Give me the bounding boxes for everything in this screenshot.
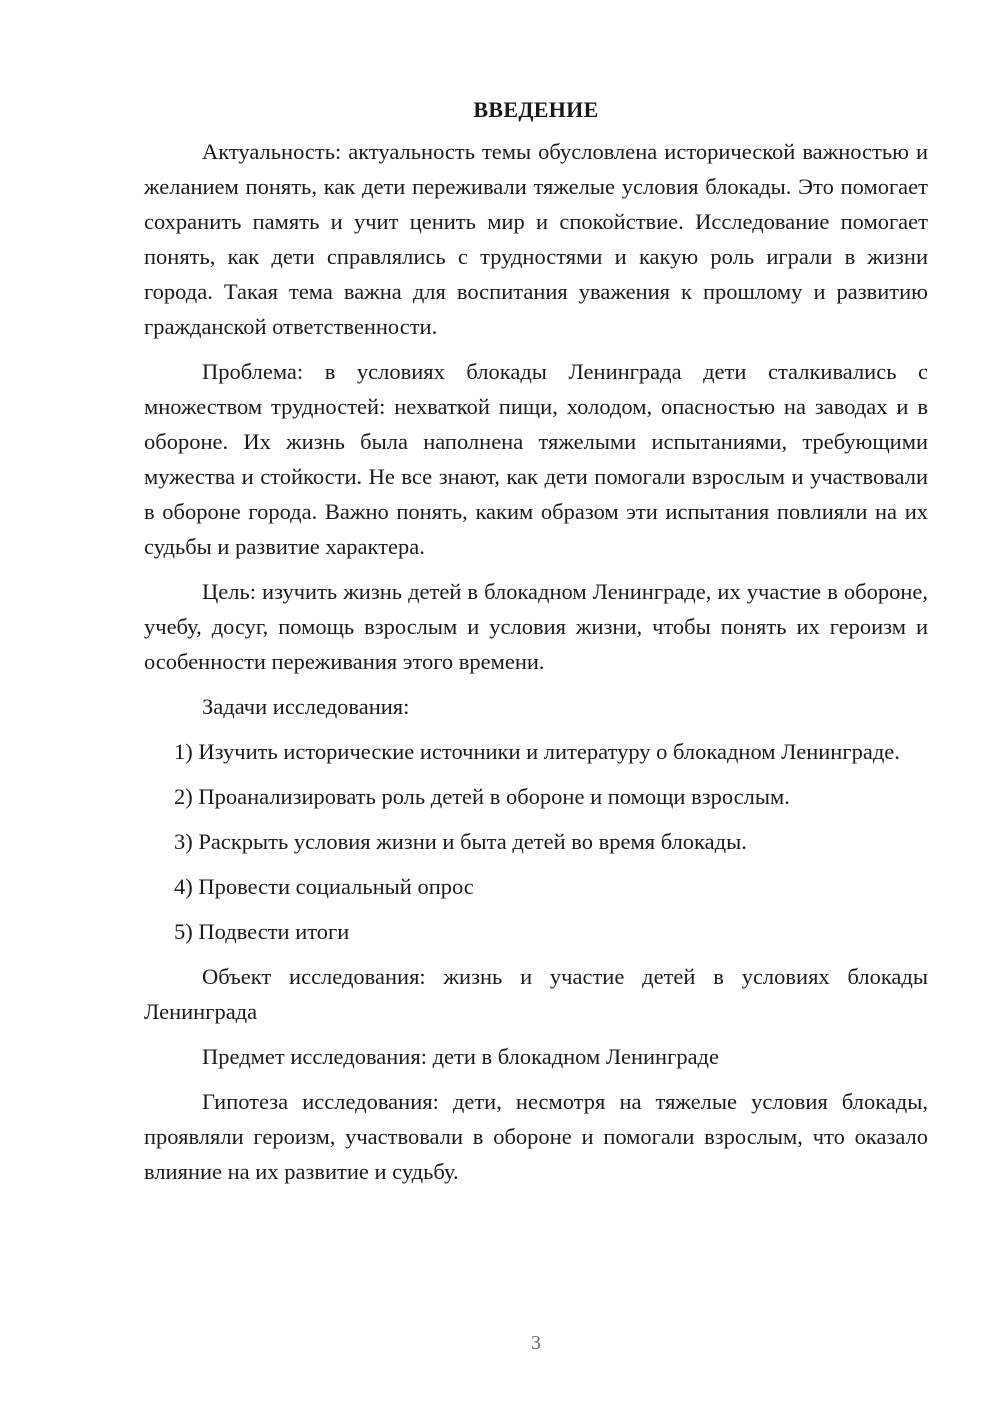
subject-paragraph: Предмет исследования: дети в блокадном Ленинграде bbox=[202, 1044, 719, 1069]
task-item: 1) Изучить исторические источники и литературу о блокадном Ленинграде. bbox=[174, 739, 900, 764]
task-item: 5) Подвести итоги bbox=[174, 919, 350, 944]
page-number: 3 bbox=[531, 1332, 541, 1354]
task-item: 2) Проанализировать роль детей в обороне и помощи взрослым. bbox=[174, 784, 790, 809]
task-item: 4) Провести социальный опрос bbox=[174, 874, 474, 899]
tasks-title: Задачи исследования: bbox=[202, 694, 410, 719]
task-item: 3) Раскрыть условия жизни и быта детей во время блокады. bbox=[174, 829, 747, 854]
hypothesis-paragraph: Гипотеза исследования: дети, несмотря на тяжелые условия блокады, проявляли героизм, участвовали в обороне и помогали взрослым, что оказало влияние на их развитие и судьбу. bbox=[144, 1089, 928, 1184]
object-paragraph: Объект исследования: жизнь и участие детей в условиях блокады Ленинграда bbox=[144, 964, 928, 1024]
document-page bbox=[144, 92, 928, 1199]
relevance-paragraph: Актуальность: актуальность темы обусловлена исторической важностью и желанием понять, как дети переживали тяжелые условия блокады. Это помогает сохранить память и учит ценить мир и спокойствие. Исследование помогает понять, как дети справлялись с трудностями и какую роль играли в жизни города. Такая тема важна для воспитания уважения к прошлому и развитию гражданской ответственности. bbox=[144, 139, 928, 339]
section-heading: ВВЕДЕНИЕ bbox=[473, 97, 599, 122]
problem-paragraph: Проблема: в условиях блокады Ленинграда дети сталкивались с множеством трудностей: нехваткой пищи, холодом, опасностью на заводах и в обороне. Их жизнь была наполнена тяжелыми испытаниями, требующими мужества и стойкости. Не все знают, как дети помогали взрослым и участвовали в обороне города. Важно понять, каким образом эти испытания повлияли на их судьбы и развитие характера. bbox=[144, 359, 928, 559]
goal-paragraph: Цель: изучить жизнь детей в блокадном Ленинграде, их участие в обороне, учебу, досуг, помощь взрослым и условия жизни, чтобы понять их героизм и особенности переживания этого времени. bbox=[144, 579, 928, 674]
